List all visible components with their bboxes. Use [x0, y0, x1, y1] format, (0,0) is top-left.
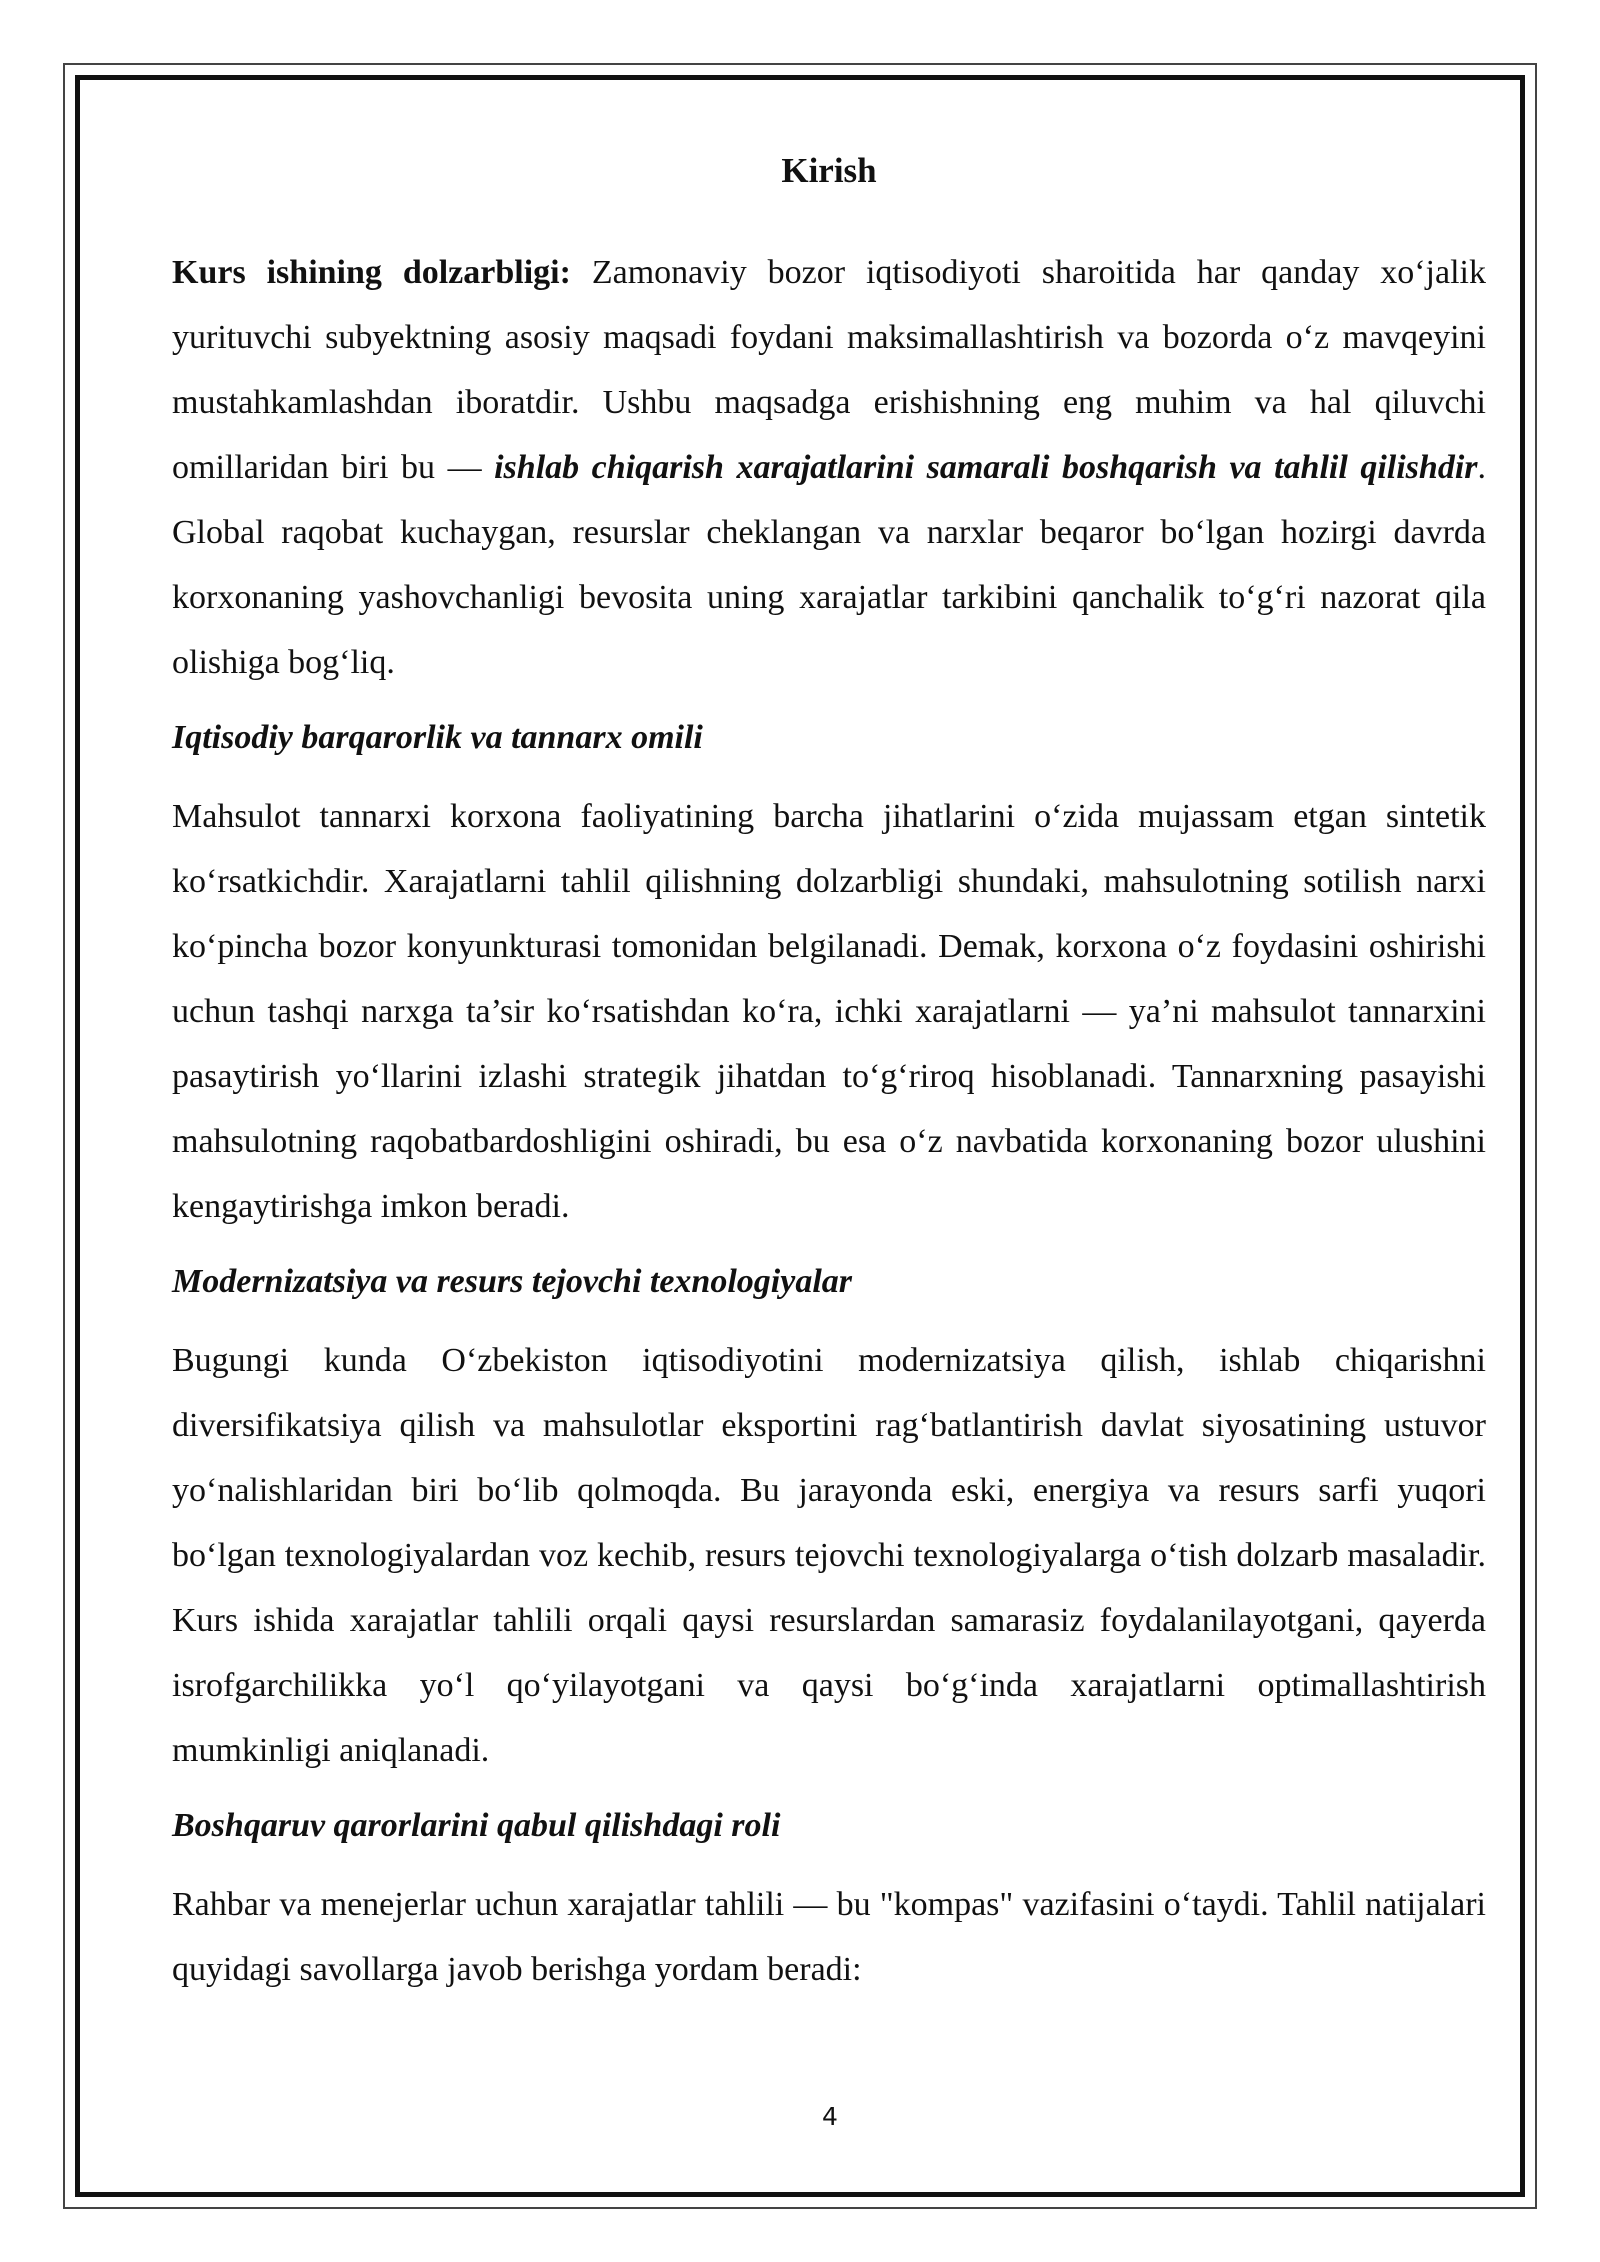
section-paragraph-3: Rahbar va menejerlar uchun xarajatlar tahlili — bu "kompas" vazifasini o‘taydi. Tahlil natijalari quyidagi savollarga javob berishga yordam beradi:: [172, 1886, 1486, 1988]
intro-label: Kurs ishining dolzarbligi:: [172, 254, 571, 291]
section-paragraph-2: Bugungi kunda O‘zbekiston iqtisodiyotini modernizatsiya qilish, ishlab chiqarishni diversifikatsiya qilish va mahsulotlar eksportini rag‘batlantirish davlat siyosatining ustuvor yo‘nalishlaridan biri bo‘lib qolmoqda. Bu jarayonda eski, energiya va resurs sarfi yuqori bo‘lgan texnologiyalardan voz kechib, resurs tejovchi texnologiyalarga o‘tish dolzarb masaladir. Kurs ishida xarajatlar tahlili orqali qaysi resurslardan samarasiz foydalanilayotgani, qayerda isrofgarchilikka yo‘l qo‘yilayotgani va qaysi bo‘g‘inda xarajatlarni optimallashtirish mumkinligi aniqlanadi.: [172, 1342, 1486, 1769]
page-title: Kirish: [781, 151, 877, 190]
intro-paragraph: [172, 240, 1486, 695]
section-title-1: Iqtisodiy barqarorlik va tannarx omili: [172, 719, 703, 756]
intro-text-after: . Global raqobat kuchaygan, resurslar cheklangan va narxlar beqaror bo‘lgan hozirgi davrda korxonaning yashovchanligi bevosita uning xarajatlar tarkibini qanchalik to‘g‘ri nazorat qila olishiga bog‘liq.: [172, 449, 1486, 681]
section-title-2: Modernizatsiya va resurs tejovchi texnologiyalar: [172, 1263, 852, 1300]
section-paragraph-1: Mahsulot tannarxi korxona faoliyatining barcha jihatlarini o‘zida mujassam etgan sintetik ko‘rsatkichdir. Xarajatlarni tahlil qilishning dolzarbligi shundaki, mahsulotning sotilish narxi ko‘pincha bozor konyunkturasi tomonidan belgilanadi. Demak, korxona o‘z foydasini oshirishi uchun tashqi narxga ta’sir ko‘rsatishdan ko‘ra, ichki xarajatlarni — ya’ni mahsulot tannarxini pasaytirish yo‘llarini izlashi strategik jihatdan to‘g‘riroq hisoblanadi. Tannarxning pasayishi mahsulotning raqobatbardoshligini oshiradi, bu esa o‘z navbatida korxonaning bozor ulushini kengaytirishga imkon beradi.: [172, 798, 1486, 1225]
section-title-3: Boshqaruv qarorlarini qabul qilishdagi roli: [172, 1807, 781, 1844]
intro-text-before: Zamonaviy bozor iqtisodiyoti sharoitida har qanday xo‘jalik yurituvchi subyektning asosiy maqsadi foydani maksimallashtirish va bozorda o‘z mavqeyini mustahkamlashdan iboratdir. Ushbu maqsadga erishishning eng muhim va hal qiluvchi omillaridan biri bu —: [172, 254, 1486, 486]
intro-emphasis: ishlab chiqarish xarajatlarini samarali boshqarish va tahlil qilishdir: [494, 449, 1478, 486]
page-number: 4: [822, 2102, 838, 2131]
document-body: [172, 140, 1486, 2002]
